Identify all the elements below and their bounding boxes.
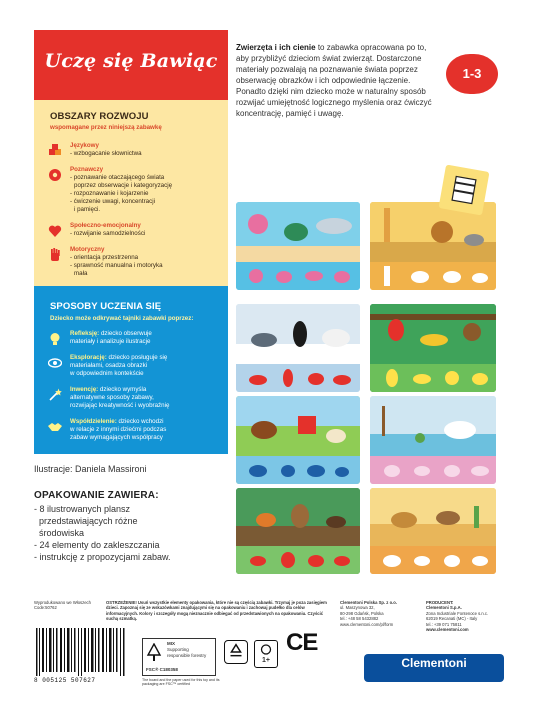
- area-line: - rozpoznawanie i kojarzenie: [70, 190, 149, 197]
- method-head: Eksplorację:: [70, 354, 107, 361]
- importer-line: 80-298 Gdańsk, Polska: [340, 610, 384, 616]
- development-areas-title: OBSZARY ROZWOJU: [50, 111, 149, 122]
- board-farm: [236, 396, 360, 484]
- area-head: Społeczno-emocjonalny: [70, 222, 141, 229]
- development-areas-subtitle: wspomagane przez niniejszą zabawkę: [50, 124, 162, 131]
- method-line: materiały i analizuje ilustracje: [70, 338, 151, 345]
- footer-producer: [426, 600, 502, 632]
- fsc-note: The board and the paper used for this toy and its packaging are FSC™ certified: [142, 678, 220, 687]
- importer-line: ul. Maszynowa 32,: [340, 605, 375, 611]
- method-head: Inwencję:: [70, 386, 99, 393]
- producer-website: www.clementoni.com: [426, 627, 469, 633]
- area-line: i pamięci.: [74, 206, 101, 213]
- method-text: dziecko wchodzi: [116, 418, 164, 425]
- board-savanna: [370, 202, 496, 290]
- fsc-line: Supporting: [167, 647, 189, 652]
- method-line: zabaw wymagających współpracy: [70, 434, 163, 441]
- jungle-scene-image: [370, 304, 496, 364]
- barcode-digits: 8 005125 507627: [34, 677, 96, 684]
- age-mark-text: 1+: [262, 657, 270, 665]
- method-text: dziecko posługuje się: [106, 354, 168, 361]
- age-warning-mark: [254, 640, 278, 668]
- producer-line: tel.: +39 071 75811: [426, 621, 462, 627]
- footer-importer: [340, 600, 420, 627]
- silhouette-strip: [370, 456, 496, 484]
- method-text: dziecko obserwuje: [99, 330, 152, 337]
- bulb-icon: [48, 332, 62, 346]
- package-line: środowiska: [39, 528, 85, 538]
- area-line: - orientacja przestrzenna: [70, 254, 139, 261]
- package-line: - 8 ilustrowanych plansz: [34, 504, 131, 514]
- footer-warning: OSTRZEŻENIE! Usuń wszystkie elementy opakowania, które nie są częścią zabawki. Trzymaj je poza zasięgiem dzieci. Zapoznaj się ze wskazówkami znajdującymi się na opakowaniu i zachowaj pudełko dla celów informacyjnych. Kolory i szczegóły mogą nieznacznie odbiegać od przedstawionych na opakowaniu. Czyścić suchą szmatką.: [106, 600, 327, 622]
- area-head: Poznawczy: [70, 166, 104, 173]
- method-text: dziecko wymyśla: [98, 386, 147, 393]
- board-pond: [370, 396, 496, 484]
- brand-banner: [34, 30, 228, 100]
- ocean-scene-image: [236, 202, 360, 262]
- package-line: przedstawiających różne: [39, 516, 138, 526]
- producer-line: Zona Industriale Fontenoce s.n.c.: [426, 610, 489, 616]
- intro-paragraph: [236, 42, 436, 119]
- product-box-back: [14, 12, 520, 692]
- tree-check-icon: [146, 643, 162, 663]
- silhouette-strip: [236, 262, 360, 290]
- silhouette-strip: [370, 364, 496, 392]
- pond-scene-image: [370, 396, 496, 456]
- package-line: - instrukcję z propozycjami zabaw.: [34, 552, 171, 562]
- ce-mark: CE: [286, 629, 318, 656]
- hand-icon: [48, 248, 62, 262]
- silhouette-strip: [370, 262, 496, 290]
- clementoni-logo: [364, 654, 504, 682]
- area-line: - poznawanie otaczającego świata: [70, 174, 165, 181]
- method-line: materiałami, osadza obrazki: [70, 362, 148, 369]
- made-in-text: Wyprodukowano we Włoszech: [34, 600, 91, 605]
- silhouette-strip: [236, 546, 360, 574]
- fsc-code: FSC® C180358: [146, 667, 178, 672]
- desert-scene-image: [370, 488, 496, 546]
- area-line: - wzbogacanie słownictwa: [70, 150, 142, 157]
- area-line: mała: [74, 270, 88, 277]
- area-line: - sprawność manualna i motoryka: [70, 262, 163, 269]
- forest-scene-image: [236, 488, 360, 546]
- eye-icon: [48, 356, 62, 370]
- learning-methods-subtitle: Dziecko może odkrywać tajniki zabawki poprzez:: [50, 315, 194, 322]
- learning-methods-panel: [34, 286, 228, 454]
- heart-icon: [48, 224, 62, 238]
- method-line: w relacje z innymi dziećmi podczas: [70, 426, 167, 433]
- area-head: Motoryczny: [70, 246, 105, 253]
- board-ocean: [236, 202, 360, 290]
- area-line: poprzez obserwacje i kategoryzację: [74, 182, 173, 189]
- child-face-icon: [257, 643, 275, 656]
- method-head: Współdzielenie:: [70, 418, 117, 425]
- area-line: - ćwiczenie uwagi, koncentracji: [70, 198, 155, 205]
- farm-scene-image: [236, 396, 360, 456]
- importer-line: www.clementoni.com/pl/form: [340, 621, 394, 627]
- loose-puzzle-piece: [439, 165, 490, 216]
- method-head: Refleksję:: [70, 330, 100, 337]
- package-line: - 24 elementy do zakleszczania: [34, 540, 160, 550]
- producer-line: 62019 Recanati (MC) - Italy: [426, 616, 478, 622]
- magic-wand-icon: [48, 388, 62, 402]
- fsc-label: [142, 638, 216, 676]
- arctic-scene-image: [236, 304, 360, 364]
- product-code: Code:50762: [34, 605, 57, 611]
- brain-gears-icon: [48, 168, 62, 182]
- fsc-line: responsible forestry: [167, 653, 207, 658]
- board-desert: [370, 488, 496, 574]
- abc-blocks-icon: [48, 144, 62, 158]
- development-areas-panel: [34, 100, 228, 286]
- footer-legal: [34, 594, 502, 686]
- fsc-mix: MIX: [167, 641, 176, 646]
- illustrator-credit: Ilustracje: Daniela Massironi: [34, 464, 147, 474]
- producer-label: PRODUCENT:: [426, 600, 454, 605]
- package-title: OPAKOWANIE ZAWIERA:: [34, 490, 159, 501]
- learning-methods-title: SPOSOBY UCZENIA SIĘ: [50, 301, 162, 312]
- board-arctic: [236, 304, 360, 392]
- producer-name: Clementoni S.p.A.: [426, 605, 462, 611]
- logo-text: Clementoni: [401, 656, 467, 670]
- method-line: w odpowiednim kontekście: [70, 370, 144, 377]
- recycle-icon: [224, 640, 248, 664]
- method-line: alternatywne sposoby zabawy,: [70, 394, 154, 401]
- importer-line: tel.: +48 58 5432882: [340, 616, 379, 622]
- silhouette-strip: [236, 364, 360, 392]
- age-badge: 1-3: [446, 54, 498, 94]
- method-line: rozwijając kreatywność i wyobraźnię: [70, 402, 170, 409]
- brand-title: Uczę się Bawiąc: [44, 50, 218, 72]
- handshake-icon: [48, 420, 62, 434]
- footer-made-in: [34, 600, 98, 611]
- board-jungle: [370, 304, 496, 392]
- importer-name: Clementoni Polska Sp. z o.o.: [340, 600, 398, 605]
- silhouette-strip: [236, 456, 360, 484]
- silhouette-strip: [370, 546, 496, 574]
- intro-bold: Zwierzęta i ich cienie: [236, 43, 316, 52]
- board-forest: [236, 488, 360, 574]
- intro-text: to zabawka opracowana po to, aby przybliżyć dzieciom świat zwierząt. Dostarczone materiały pozwalają na poznawanie świata poprzez obserwację obrazków i ich odpowiednie łączenie. Ponadto dzięki nim dziecko może w naturalny sposób rozwijać umiejętność logicznego myślenia oraz ćwiczyć koncentrację, pamięć i uwagę.: [236, 43, 432, 118]
- area-line: - rozwijanie samodzielności: [70, 230, 146, 237]
- barcode-image: [34, 628, 130, 676]
- area-head: Językowy: [70, 142, 99, 149]
